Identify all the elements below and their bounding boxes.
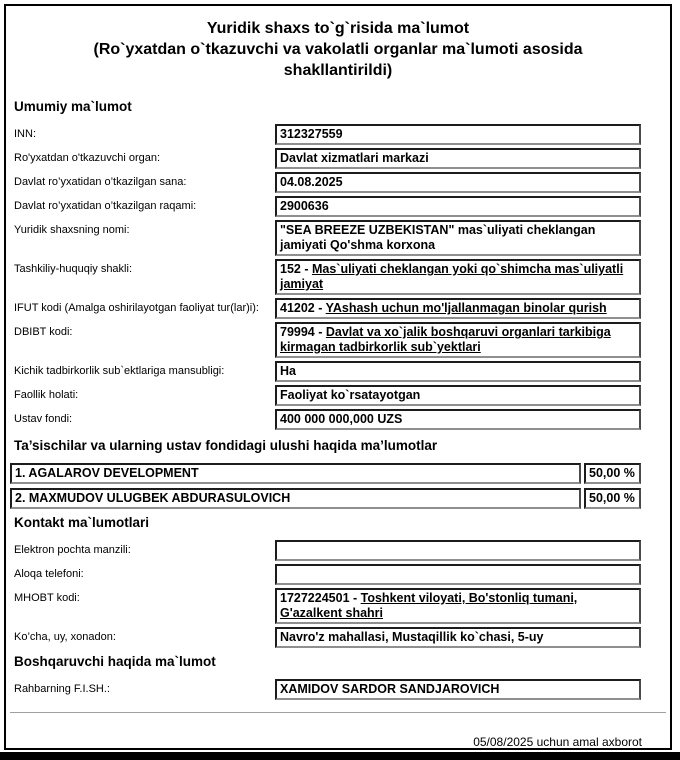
email-label: Elektron pochta manzili: [14,544,131,556]
section-title-manager: Boshqaruvchi haqida ma`lumot [14,654,216,669]
general-rows [6,124,670,430]
row-dbibt-code [6,322,641,358]
manager-name-value: XAMIDOV SARDOR SANDJAROVICH [275,679,641,700]
email-field [275,540,641,561]
row-legal-form [6,259,641,295]
row-entity-name [6,220,641,256]
report-page [4,4,672,750]
page-title-line1: Yuridik shaxs to`g`risida ma`lumot [206,20,470,37]
founders-table [6,463,670,509]
activity-status-label: Faollik holati: [14,389,79,401]
row-ifut-code [6,298,641,319]
mhobt-code-label: MHOBT kodi: [14,592,80,604]
bottom-bar [0,752,680,760]
founder-row [10,463,641,484]
activity-status-value: Faoliyat ko`rsatayotgan [275,385,641,406]
registering-organ-label: Ro'yxatdan o'tkazuvchi organ: [14,152,161,164]
legal-form-code: 152 - [280,262,312,276]
legal-form-link[interactable]: Mas`uliyati cheklangan yoki qo`shimcha mas`uliyatli jamiyat [280,262,624,291]
entity-name-label: Yuridik shaxsning nomi: [14,224,130,236]
row-manager-name [6,679,641,700]
contact-rows [6,540,670,648]
founder-share: 50,00 % [584,463,641,484]
dbibt-link[interactable]: Davlat va xo`jalik boshqaruvi organlari tarkibiga kirmagan tadbirkorlik sub`yektlari [280,325,611,354]
phone-field [275,564,641,585]
dbibt-code: 79994 - [280,325,326,339]
row-registration-number [6,196,641,217]
section-title-founders: Ta’sischilar va ularning ustav fondidagi ulushi haqida ma’lumotlar [14,438,438,453]
ifut-link[interactable]: YAshash uchun mo'ljallanmagan binolar qurish [325,301,607,315]
mhobt-code-value [275,588,641,624]
row-email [6,540,641,561]
row-registering-organ [6,148,641,169]
row-inn [6,124,641,145]
entity-name-value: "SEA BREEZE UZBEKISTAN" mas`uliyati cheklangan jamiyati Qo'shma korxona [275,220,641,256]
section-title-general: Umumiy ma`lumot [14,99,132,114]
founder-name: 1. AGALAROV DEVELOPMENT [10,463,581,484]
inn-label: INN: [14,128,36,140]
street-address-label: Ko’cha, uy, xonadon: [14,631,116,643]
registration-number-value: 2900636 [275,196,641,217]
registering-organ-value: Davlat xizmatlari markazi [275,148,641,169]
page-title [38,18,638,81]
founder-name: 2. MAXMUDOV ULUGBEK ABDURASULOVICH [10,488,581,509]
page-title-line2: (Ro`yxatdan o`tkazuvchi va vakolatli organlar ma`lumoti asosida shakllantirildi) [93,41,583,79]
founder-share: 50,00 % [584,488,641,509]
footer-divider [10,712,666,713]
street-address-value: Navro'z mahallasi, Mustaqillik ko`chasi, 5-uy [275,627,641,648]
row-registration-date [6,172,641,193]
manager-name-label: Rahbarning F.I.SH.: [14,683,110,695]
charter-fund-label: Ustav fondi: [14,413,73,425]
row-small-business [6,361,641,382]
charter-fund-value: 400 000 000,000 UZS [275,409,641,430]
small-business-value: Ha [275,361,641,382]
manager-rows [6,679,670,700]
section-title-contacts: Kontakt ma`lumotlari [14,515,150,530]
row-phone [6,564,641,585]
registration-date-value: 04.08.2025 [275,172,641,193]
row-street-address [6,627,641,648]
legal-form-label: Tashkiliy-huquqiy shakli: [14,263,132,275]
mhobt-link[interactable]: Toshkent viloyati, Bo'stonliq tumani, G'azalkent shahri [280,591,578,620]
registration-number-label: Davlat ro’yxatidan o’tkazilgan raqami: [14,200,197,212]
registration-date-label: Davlat ro’yxatidan o’tkazilgan sana: [14,176,187,188]
ifut-code: 41202 - [280,301,326,315]
mhobt-code: 1727224501 - [280,591,361,605]
dbibt-code-label: DBIBT kodi: [14,326,73,338]
ifut-code-value [275,298,641,319]
small-business-label: Kichik tadbirkorlik sub`ektlariga mansubligi: [14,365,225,377]
row-charter-fund [6,409,641,430]
row-mhobt-code [6,588,641,624]
dbibt-code-value [275,322,641,358]
founder-row [10,488,641,509]
inn-value: 312327559 [275,124,641,145]
ifut-code-label: IFUT kodi (Amalga oshirilayotgan faoliyat tur(lar)i): [14,302,259,314]
row-activity-status [6,385,641,406]
phone-label: Aloqa telefoni: [14,568,84,580]
footer-note: 05/08/2025 uchun amal axborot [473,735,642,749]
legal-form-value [275,259,641,295]
